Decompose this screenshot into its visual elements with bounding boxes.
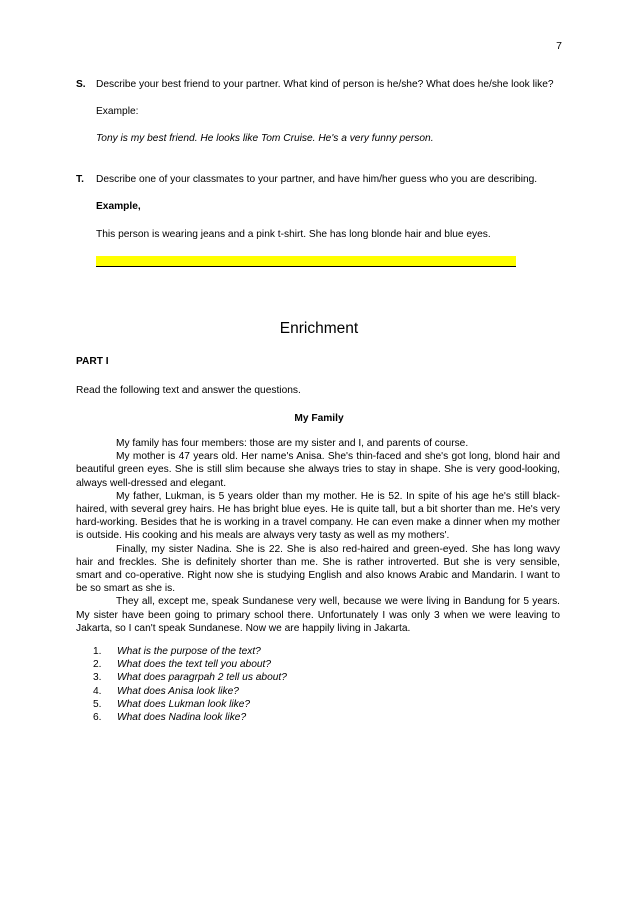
task-t — [76, 173, 562, 267]
question-item — [93, 685, 287, 698]
paragraph: They all, except me, speak Sundanese very well, because we were living in Bandung for 5 years. My sister have been going to primary school there. Unfortunately I was only 3 when we were leaving to Jakarta, so I can't speak Sundanese. Now we are happily living in Jakarta. — [76, 596, 560, 634]
instructions: Read the following text and answer the questions. — [76, 385, 301, 396]
question-number: 4. — [93, 685, 102, 697]
task-s-example-text: Tony is my best friend. He looks like Tom Cruise. He's a very funny person. — [96, 133, 434, 145]
question-text: What is the purpose of the text? — [117, 646, 261, 657]
reading-text — [76, 437, 560, 635]
paragraph: My father, Lukman, is 5 years older than my mother. He is 52. In spite of his age he's still black-haired, with several grey hairs. He has bright blue eyes. He is quite tall, but a bit shorter than me. He's very hard-working. Besides that he is working in a travel company. He can even make a dinner when my mother is outside. His cooking and his meals are always very tasty as well as my mothers'. — [76, 490, 560, 542]
question-number: 5. — [93, 698, 102, 710]
reading-title: My Family — [294, 413, 344, 424]
question-number: 6. — [93, 712, 102, 724]
question-item — [93, 658, 287, 671]
task-s-example-label: Example: — [96, 106, 139, 118]
question-number: 1. — [93, 646, 102, 657]
question-item — [93, 711, 287, 724]
task-t-example-text: This person is wearing jeans and a pink t-shirt. She has long blonde hair and blue eyes. — [96, 229, 491, 241]
task-s-letter: S. — [76, 79, 86, 90]
question-text: What does the text tell you about? — [117, 659, 272, 671]
question-text: What does Nadina look like? — [117, 712, 247, 724]
paragraph: My mother is 47 years old. Her name's Anisa. She's thin-faced and she's got long, blond hair and beautiful green eyes. She is still slim because she always tries to stay in shape. She is very good-looking, always well-dressed and elegant. — [76, 451, 560, 489]
part-heading: PART I — [76, 356, 109, 367]
question-number: 3. — [93, 672, 102, 684]
task-t-letter: T. — [76, 174, 84, 185]
question-number: 2. — [93, 659, 102, 671]
question-text: What does Anisa look like? — [117, 685, 239, 697]
question-list — [93, 645, 287, 724]
question-item — [93, 671, 287, 684]
paragraph: Finally, my sister Nadina. She is 22. She is also red-haired and green-eyed. She has long wavy hair and freckles. She is definitely shorter than me. She is rather introverted. But she is very sensible, smart and co-operative. Right now she is studying English and also knows Arabic and Mandarin. I want to be so smart as she is. — [76, 543, 560, 595]
section-title: Enrichment — [279, 320, 359, 337]
task-s — [76, 78, 562, 146]
question-text: What does Lukman look like? — [117, 698, 251, 710]
paragraph: My family has four members: those are my sister and I, and parents of course. — [116, 438, 469, 449]
question-item — [93, 645, 287, 658]
page-number: 7 — [556, 40, 562, 52]
question-text: What does paragrpah 2 tell us about? — [117, 672, 287, 684]
answer-line-highlight — [96, 256, 516, 267]
task-s-prompt: Describe your best friend to your partner. What kind of person is he/she? What does he/she look like? — [96, 79, 554, 90]
task-t-example-label: Example, — [96, 201, 141, 213]
task-t-prompt: Describe one of your classmates to your partner, and have him/her guess who you are describing. — [96, 174, 538, 185]
question-item — [93, 698, 287, 711]
